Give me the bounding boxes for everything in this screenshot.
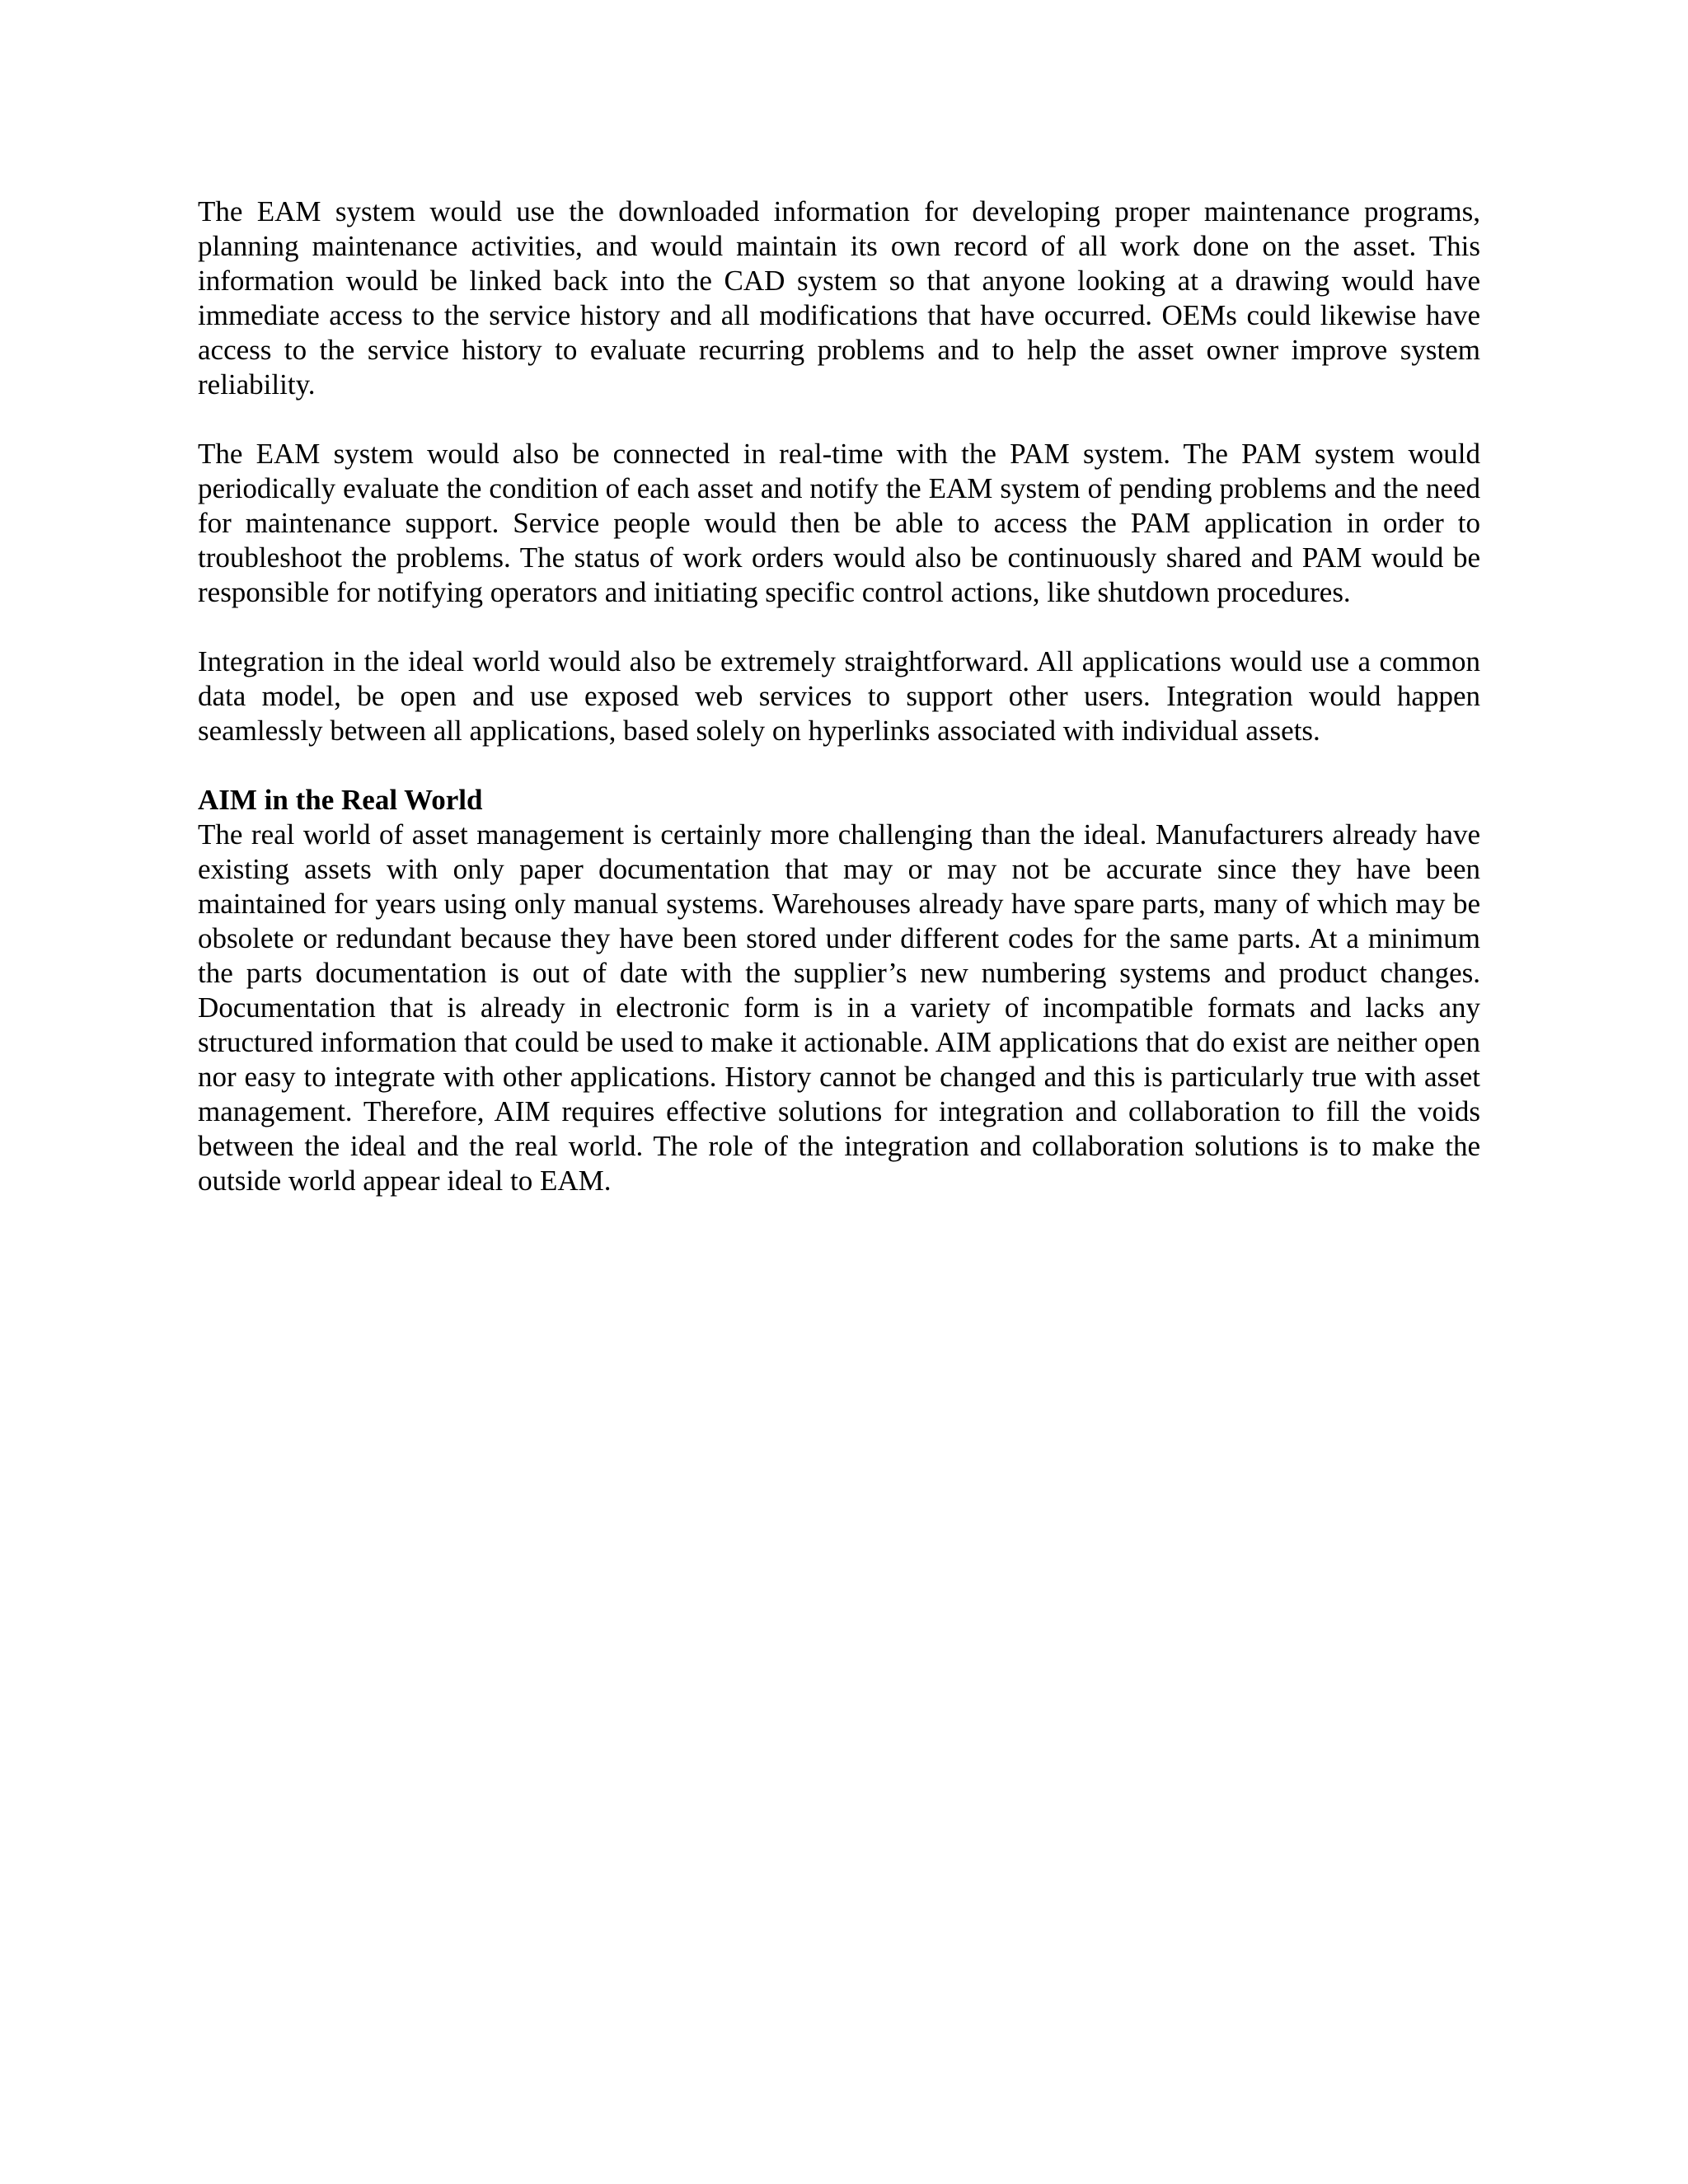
paragraph-ideal-integration: Integration in the ideal world would also be extremely straightforward. All applications would use a common data model, be open and use exposed web services to support other users. Integration would happen seamlessly between all applications, based solely on hyperlinks associated with individual assets. <box>198 645 1480 747</box>
document-body <box>198 194 1480 1233</box>
paragraph-real-world: The real world of asset management is certainly more challenging than the ideal. Manufacturers already have existing assets with only paper documentation that may or may not be accurate since they have been maintained for years using only manual systems. Warehouses already have spare parts, many of which may be obsolete or redundant because they have been stored under different codes for the same parts. At a minimum the parts documentation is out of date with the supplier’s new numbering systems and product changes. Documentation that is already in electronic form is in a variety of incompatible formats and lacks any structured information that could be used to make it actionable. AIM applications that do exist are neither open nor easy to integrate with other applications. History cannot be changed and this is particularly true with asset management. Therefore, AIM requires effective solutions for integration and collaboration to fill the voids between the ideal and the real world. The role of the integration and collaboration solutions is to make the outside world appear ideal to EAM. <box>198 818 1480 1197</box>
paragraph-eam-pam-realtime: The EAM system would also be connected in real-time with the PAM system. The PAM system would periodically evaluate the condition of each asset and notify the EAM system of pending problems and the need for maintenance support. Service people would then be able to access the PAM application in order to troubleshoot the problems. The status of work orders would also be continuously shared and PAM would be responsible for notifying operators and initiating specific control actions, like shutdown procedures. <box>198 438 1480 608</box>
section-heading: AIM in the Real World <box>198 784 483 816</box>
paragraph-eam-downloaded-info: The EAM system would use the downloaded information for developing proper maintenance programs, planning maintenance activities, and would maintain its own record of all work done on the asset. This information would be linked back into the CAD system so that anyone looking at a drawing would have immediate access to the service history and all modifications that have occurred. OEMs could likewise have access to the service history to evaluate recurring problems and to help the asset owner improve system reliability. <box>198 195 1480 401</box>
